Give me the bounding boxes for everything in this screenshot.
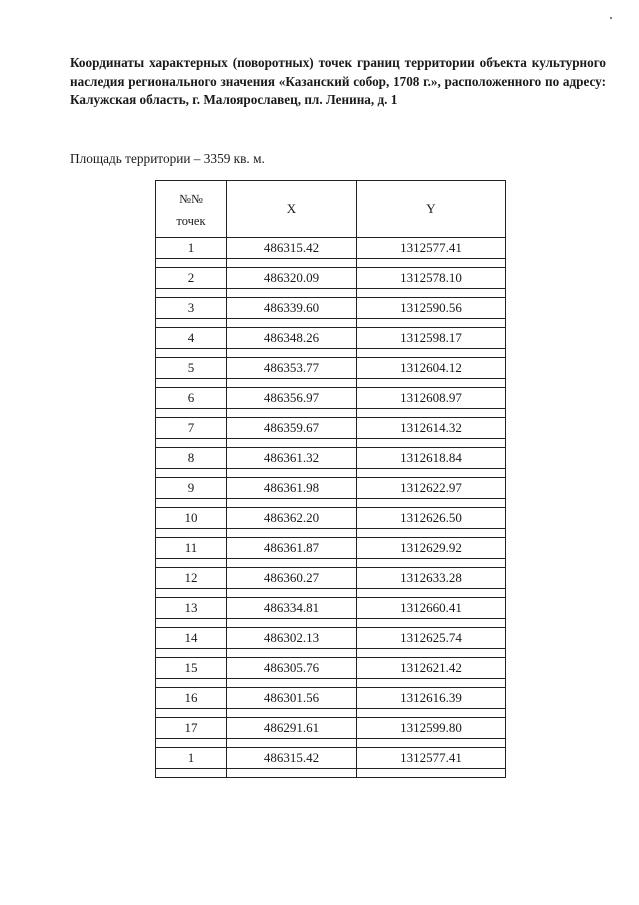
cell-y: 1312578.10 [357,268,506,289]
spacer-cell [227,559,357,568]
spacer-row [156,259,506,268]
cell-x: 486302.13 [227,628,357,649]
table-row [156,748,506,769]
spacer-row [156,469,506,478]
table-row [156,268,506,289]
spacer-cell [156,739,227,748]
cell-point-number: 7 [156,418,227,439]
cell-y: 1312629.92 [357,538,506,559]
cell-point-number: 14 [156,628,227,649]
table-row [156,448,506,469]
document-title: Координаты характерных (поворотных) точек границ территории объекта культурного наследия регионального значения «Казанский собор, 1708 г.», расположенного по адресу: Калужская область, г. Малоярославец, пл. Ленина, д. 1 [70,55,606,107]
cell-x: 486348.26 [227,328,357,349]
cell-x: 486361.87 [227,538,357,559]
header-number-sign: №№ [179,192,203,206]
spacer-cell [156,379,227,388]
spacer-cell [357,409,506,418]
spacer-cell [357,499,506,508]
spacer-cell [227,319,357,328]
spacer-row [156,499,506,508]
cell-y: 1312604.12 [357,358,506,379]
cell-y: 1312616.39 [357,688,506,709]
spacer-cell [227,499,357,508]
cell-point-number: 6 [156,388,227,409]
spacer-cell [227,739,357,748]
spacer-cell [227,379,357,388]
table-row [156,538,506,559]
table-row [156,418,506,439]
area-text: Площадь территории – 3359 кв. м. [70,151,265,166]
cell-x: 486305.76 [227,658,357,679]
spacer-cell [156,589,227,598]
scan-speck [610,17,612,19]
cell-x: 486339.60 [227,298,357,319]
cell-x: 486301.56 [227,688,357,709]
spacer-cell [156,619,227,628]
cell-y: 1312621.42 [357,658,506,679]
table-row [156,298,506,319]
cell-y: 1312598.17 [357,328,506,349]
spacer-cell [227,469,357,478]
cell-point-number: 17 [156,718,227,739]
table-row [156,238,506,259]
spacer-cell [156,439,227,448]
spacer-cell [156,469,227,478]
spacer-cell [227,409,357,418]
cell-point-number: 15 [156,658,227,679]
table-row [156,388,506,409]
table-row [156,328,506,349]
cell-point-number: 16 [156,688,227,709]
cell-x: 486356.97 [227,388,357,409]
table-row [156,478,506,499]
spacer-cell [156,499,227,508]
table-row [156,508,506,529]
table-row [156,568,506,589]
table-row [156,598,506,619]
spacer-cell [357,439,506,448]
cell-point-number: 8 [156,448,227,469]
spacer-row [156,439,506,448]
cell-y: 1312577.41 [357,748,506,769]
header-point-number [156,181,227,238]
cell-y: 1312622.97 [357,478,506,499]
cell-x: 486359.67 [227,418,357,439]
spacer-cell [227,769,357,778]
spacer-row [156,739,506,748]
spacer-cell [156,679,227,688]
cell-x: 486361.32 [227,448,357,469]
spacer-cell [227,289,357,298]
spacer-cell [227,349,357,358]
cell-point-number: 12 [156,568,227,589]
cell-point-number: 2 [156,268,227,289]
cell-y: 1312626.50 [357,508,506,529]
spacer-row [156,349,506,358]
spacer-row [156,409,506,418]
cell-point-number: 5 [156,358,227,379]
cell-point-number: 10 [156,508,227,529]
cell-x: 486360.27 [227,568,357,589]
cell-y: 1312608.97 [357,388,506,409]
spacer-cell [357,679,506,688]
spacer-cell [357,259,506,268]
cell-x: 486320.09 [227,268,357,289]
coordinates-table [155,180,506,778]
table-row [156,688,506,709]
spacer-cell [156,709,227,718]
spacer-cell [357,559,506,568]
spacer-cell [227,679,357,688]
spacer-cell [156,349,227,358]
spacer-cell [357,289,506,298]
spacer-row [156,289,506,298]
spacer-cell [156,559,227,568]
spacer-row [156,769,506,778]
table-row [156,718,506,739]
cell-y: 1312590.56 [357,298,506,319]
cell-y: 1312614.32 [357,418,506,439]
spacer-cell [357,769,506,778]
table-row [156,628,506,649]
spacer-cell [156,409,227,418]
table-row [156,358,506,379]
spacer-cell [357,469,506,478]
spacer-cell [227,529,357,538]
cell-y: 1312625.74 [357,628,506,649]
spacer-row [156,589,506,598]
cell-x: 486315.42 [227,238,357,259]
coordinates-table-body [156,238,506,778]
spacer-cell [357,649,506,658]
spacer-cell [357,529,506,538]
spacer-cell [156,649,227,658]
spacer-row [156,559,506,568]
table-header-row [156,181,506,238]
spacer-cell [227,649,357,658]
spacer-cell [156,259,227,268]
spacer-cell [227,589,357,598]
spacer-row [156,649,506,658]
spacer-row [156,379,506,388]
cell-x: 486362.20 [227,508,357,529]
cell-y: 1312618.84 [357,448,506,469]
cell-point-number: 1 [156,238,227,259]
cell-y: 1312599.80 [357,718,506,739]
spacer-row [156,619,506,628]
spacer-cell [156,289,227,298]
cell-y: 1312577.41 [357,238,506,259]
cell-point-number: 3 [156,298,227,319]
spacer-cell [357,319,506,328]
spacer-row [156,709,506,718]
spacer-cell [357,709,506,718]
spacer-row [156,679,506,688]
spacer-cell [227,439,357,448]
cell-point-number: 4 [156,328,227,349]
spacer-cell [227,709,357,718]
spacer-cell [156,529,227,538]
header-y: Y [357,181,506,238]
header-x: X [227,181,357,238]
spacer-cell [357,379,506,388]
spacer-cell [156,769,227,778]
cell-x: 486361.98 [227,478,357,499]
spacer-cell [357,349,506,358]
spacer-cell [357,619,506,628]
header-points-word: точек [176,214,206,228]
cell-y: 1312660.41 [357,598,506,619]
spacer-row [156,319,506,328]
table-row [156,658,506,679]
spacer-cell [156,319,227,328]
cell-x: 486291.61 [227,718,357,739]
spacer-cell [227,619,357,628]
spacer-row [156,529,506,538]
cell-y: 1312633.28 [357,568,506,589]
spacer-cell [357,739,506,748]
spacer-cell [227,259,357,268]
cell-point-number: 9 [156,478,227,499]
spacer-cell [357,589,506,598]
cell-point-number: 1 [156,748,227,769]
cell-point-number: 13 [156,598,227,619]
cell-x: 486334.81 [227,598,357,619]
cell-x: 486315.42 [227,748,357,769]
cell-x: 486353.77 [227,358,357,379]
cell-point-number: 11 [156,538,227,559]
